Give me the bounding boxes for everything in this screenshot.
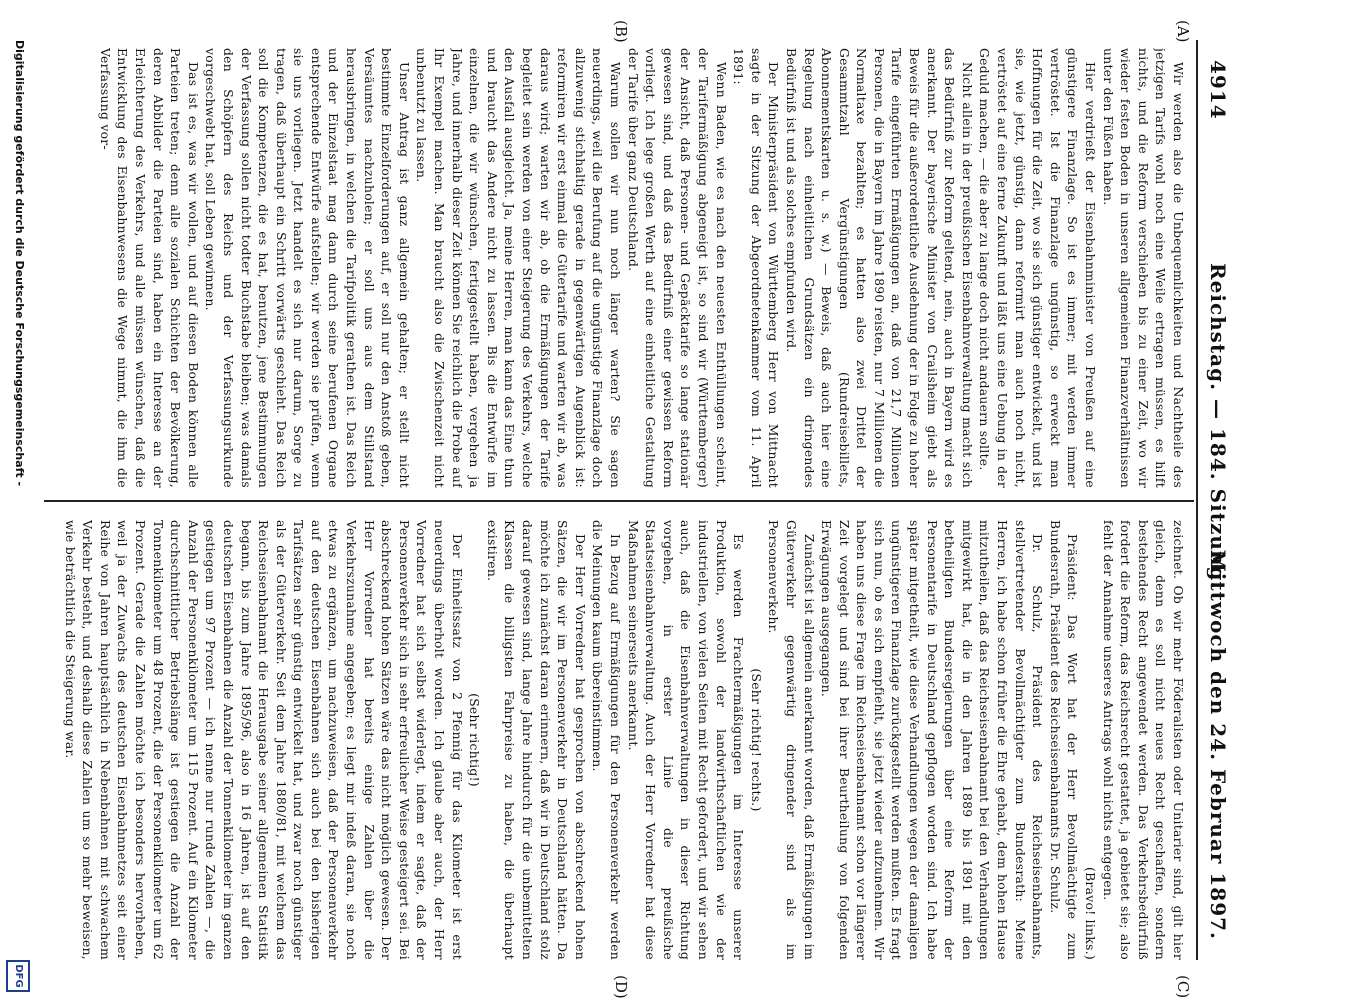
speaker-paragraph: Dr. Schulz, Präsident des Reichseisenbahnamts, stellvertretender Bevollmächtigter zum Bundesrath: Meine Herren, ich habe schon früher die Ehre gehabt, dem hohen Hause mitzutheilen, daß das Reichseisenbahnamt bei den Verhandlungen mitgewirkt hat, die in den Jahren 1889 bis 1891 mit den betheiligten Bundesregierungen über eine Reform der Personentarife in Deutschland gepflogen worden sind. Ich habe später mitgetheilt, wie diese Verhandlungen wegen der damaligen ungünstigeren Finanzlage zurückgestellt werden mußten. Es fragt sich nun, ob es sich empfiehlt, sie jetzt wieder aufzunehmen. Wir haben uns diese Frage im Reichseisenbahnamt schon vor längerer Zeit vorgelegt und sind bei ihrer Beurtheilung von folgenden Erwägungen ausgegangen.: [819, 520, 1045, 960]
header-title-right: Mittwoch den 24. Februar 1897.: [1206, 549, 1230, 940]
paragraph: Der Ministerpräsident von Württemberg Herr von Mittnacht sagte in der Sitzung der Abgeordnetenkammer vom 11. April 1891:: [731, 48, 781, 488]
paragraph: Das ist es, was wir wollen, und auf diesen Boden können alle Parteien treten; denn alle sozialen Schichten der Bevölkerung, deren Abbilder die Parteien sind, haben ein Interesse an der Erleichterung des Verkehrs, und alle müssen wünschen, daß die Entwicklung des Eisenbahnwesens die Wege nimmt, die ihm die Verfassung vor-: [97, 48, 200, 488]
dfg-logo: DFG: [6, 960, 30, 992]
paragraph: Der Einheitssatz von 2 Pfennig für das Kilometer ist erst neuerdings überholt worden. Ich glaube aber auch, der Herr Vorredner hat sich selbst widerlegt, indem er sagte, daß der Personenverkehr sich in sehr erfreulicher Weise gesteigert sei. Bei abschreckend hohen Sätzen wäre das nicht möglich gewesen. Der Herr Vorredner hat bereits einige Zahlen über die Verkehrszunahme angegeben; es liegt mir indeß daran, sie noch etwas zu ergänzen, um nachzuweisen, daß der Personenverkehr auf den deutschen Eisenbahnen sich auch bei den bisherigen Tarifsätzen sehr günstig entwickelt hat, und zwar noch günstiger als der Güterverkehr. Seit dem Jahre 1880/81, mit welchem das Reichseisenbahnamt die Herausgabe seiner allgemeinen Statistik begann, bis zum Jahre 1895/96, also in 16 Jahren, ist auf den deutschen Eisenbahnen die Anzahl der Tonnenkilometer im ganzen gestiegen um 97 Prozent — ich nenne nur runde Zahlen —, die Anzahl der Personenkilometer um 115 Prozent. Auf ein Kilometer durchschnittlicher Betriebslänge ist gestiegen die Anzahl der Tonnenkilometer um 48 Prozent, die der Personenkilometer um 62 Prozent. Gerade die Zahlen möchte ich besonders hervorheben, weil ja der Zuwachs des deutschen Eisenbahnnetzes seit einer Reihe von Jahren hauptsächlich in Nebenbahnen mit schwachem Verkehr besteht, und deshalb diese Zahlen um so mehr beweisen, wie beträchtlich die Steigerung war.: [62, 520, 464, 960]
paragraph: Es werden Frachtermäßigungen im Interesse unserer Produktion, sowohl der landwirthschaftlichen wie der industriellen, von vielen Seiten mit Recht gefordert, und wir sehen auch, daß die Eisenbahnverwaltungen in dieser Richtung vorgehen, in erster Linie die preußische Staatseisenbahnverwaltung. Auch der Herr Vorredner hat diese Maßnahmen seinerseits anerkannt.: [625, 520, 746, 960]
interjection: (Bravo! links.): [1083, 867, 1098, 960]
page-header: [1200, 0, 1270, 1000]
paragraph: Hier verdrießt der Eisenbahnminister von Preußen auf eine günstigere Finanzlage. So ist es immer; mit werden immer vertröstet. Ist die Finanzlage ungünstig, so erweckt man Hoffnungen für die Zeit, wo sie sich günstiger entwickelt, und ist sie, wie jetzt, günstig, dann reformirt man auch noch nicht, vertröstet auf eine ferne Zukunft und läßt uns eine Uebung in der Geduld machen, — die aber zu lange doch nicht andauern sollte.: [977, 48, 1098, 488]
paragraph: zeichnet. Ob wir mehr Föderalisten oder Unitarier sind, gilt hier gleich, denn es soll nicht neues Recht geschaffen, sondern bestehendes Recht angewendet werden. Das Verkehrsbedürfniß fordert die Reform, das Reichsrecht gestattet, ja gebietet sie; also fehlt der Annahme unseres Antrags wohl nichts entgegen.: [1100, 520, 1185, 960]
interjection: (Sehr richtig! rechts.): [748, 668, 763, 812]
paragraph: Warum sollen wir nun noch länger warten? Sie sagen neuerdings, weil die Berufung auf die ungünstige Finanzlage doch allzuwenig stichhaltig gerade in gegenwärtigen Augenblick ist: reformiren wir erst einmal die Gütertarife und warten wir ab, was daraus wird; warten wir ab, ob die Ermäßigungen der Tarife begleitet sein werden von einer Steigerung des Verkehrs, welche den Ausfall ausgleicht. Ja, meine Herren, man kann das Eine thun und braucht das Andere nicht zu lassen. Bis die Entwürfe im einzelnen, die wir wünschen, fertiggestellt haben, vergehen ja Jahre, und innerhalb dieser Zeit können Sie reichlich die Probe auf Ihr Exempel machen. Man braucht also die Zwischenzeit nicht unbenutzt zu lassen.: [414, 48, 622, 488]
header-rule: [1196, 40, 1198, 960]
column-divider: [44, 500, 1194, 502]
page-footer: [4, 0, 30, 1000]
margin-marker-c: (C): [1174, 975, 1192, 999]
quote-paragraph: Wenn Baden, wie es nach den neuesten Enthüllungen scheint, der Tarifermäßigung abgeneigt ist, so sind wir (Württemberger) der Ansicht, daß Personen- und Gepäcktarife so lange stationär gewesen sind, und daß das Bedürfniß einer gewissen Reform vorliegt. Ich lege großen Werth auf eine einheitliche Gestaltung der Tarife über ganz Deutschland.: [625, 48, 728, 488]
digitization-credit: Digitalisierung gefördert durch die Deutsche Forschungsgemeinschaft -: [13, 40, 26, 487]
left-column: [56, 48, 1186, 488]
paragraph: Zunächst ist allgemein anerkannt worden, daß Ermäßigungen im Güterverkehr gegenwärtig dringender sind als im Personenverkehr.: [766, 520, 816, 960]
margin-marker-b: (B): [612, 20, 630, 43]
paragraph: Wir werden also die Unbequemlichkeiten und Nachtheile des jetzigen Tarifs wohl noch eine Weile ertragen müssen, es hilft nichts, und die Reform verschieben bis zu einer Zeit, wo wir wieder festen Boden in unseren allgemeinen Finanzverhältnissen unter den Füßen haben.: [1100, 48, 1185, 488]
margin-marker-d: (D): [612, 975, 630, 999]
header-title-left: Reichstag. — 184. Sitzung.: [1206, 263, 1230, 590]
paragraph: Nicht allein in der preußischen Eisenbahnverwaltung macht sich das Bedürfniß zur Reform geltend, nein, auch in Bayern wird es anerkannt. Der bayerische Minister von Crailsheim giebt als Beweis für die außerordentliche Ausdehnung der in Folge zu hoher Tarife eingeführten Ermäßigungen an, daß von 21,7 Millionen Personen, die in Bayern im Jahre 1890 reisten, nur 7 Millionen die Normaltaxe bezahlten; es hatten also zwei Drittel der Gesammtzahl Vergünstigungen (Rundreisebillets, Abonnementskarten u. s. w.) — Beweis, daß auch hier eine Regelung nach einheitlichen Grundsätzen ein dringendes Bedürfniß ist und als solches empfunden wird.: [783, 48, 974, 488]
paragraph: Unser Antrag ist ganz allgemein gehalten; er stellt nicht bestimmte Einzelforderungen auf, er soll nur den Anstoß geben, Versäumtes nachzuholen; er soll uns aus dem Stillstand herausbringen, in welchen die Tarifpolitik gerathen ist. Das Reich und der Einzelstaat mag dann durch seine berufenen Organe entsprechende Entwürfe aufstellen; wir werden sie prüfen, wenn sie uns vorliegen. Jetzt handelt es sich nur darum, Sorge zu tragen, daß überhaupt ein Schritt vorwärts geschieht. Das Reich soll die Kompetenzen, die es hat, benutzen, jene Bestimmungen der Verfassung sollen nicht todter Buchstabe bleiben; was damals den Schöpfern des Reichs und der Verfassungsurkunde vorgeschwebt hat, soll Leben gewinnen.: [203, 48, 411, 488]
paragraph: In Bezug auf Ermäßigungen für den Personenverkehr werden die Meinungen kaum übereinstimmen.: [590, 520, 622, 960]
header-left: [1206, 60, 1230, 589]
interjection: (Sehr richtig!): [467, 693, 482, 787]
speaker-paragraph: Präsident: Das Wort hat der Herr Bevollmächtigte zum Bundesrath, Präsident des Reichseisenbahnamts Dr. Schulz.: [1047, 520, 1080, 960]
margin-marker-a: (A): [1174, 20, 1192, 43]
page-number: 4914: [1206, 60, 1230, 120]
paragraph: Der Herr Vorredner hat gesprochen von abschreckend hohen Sätzen, die wir im Personenverkehr in Deutschland hätten. Da möchte ich zunächst daran erinnern, daß wir in Deutschland stolz darauf gewesen sind, lange Jahre hindurch für die unbemittelten Klassen die billigsten Fahrpreise zu haben, die überhaupt existiren.: [484, 520, 587, 960]
right-column: [56, 520, 1186, 960]
